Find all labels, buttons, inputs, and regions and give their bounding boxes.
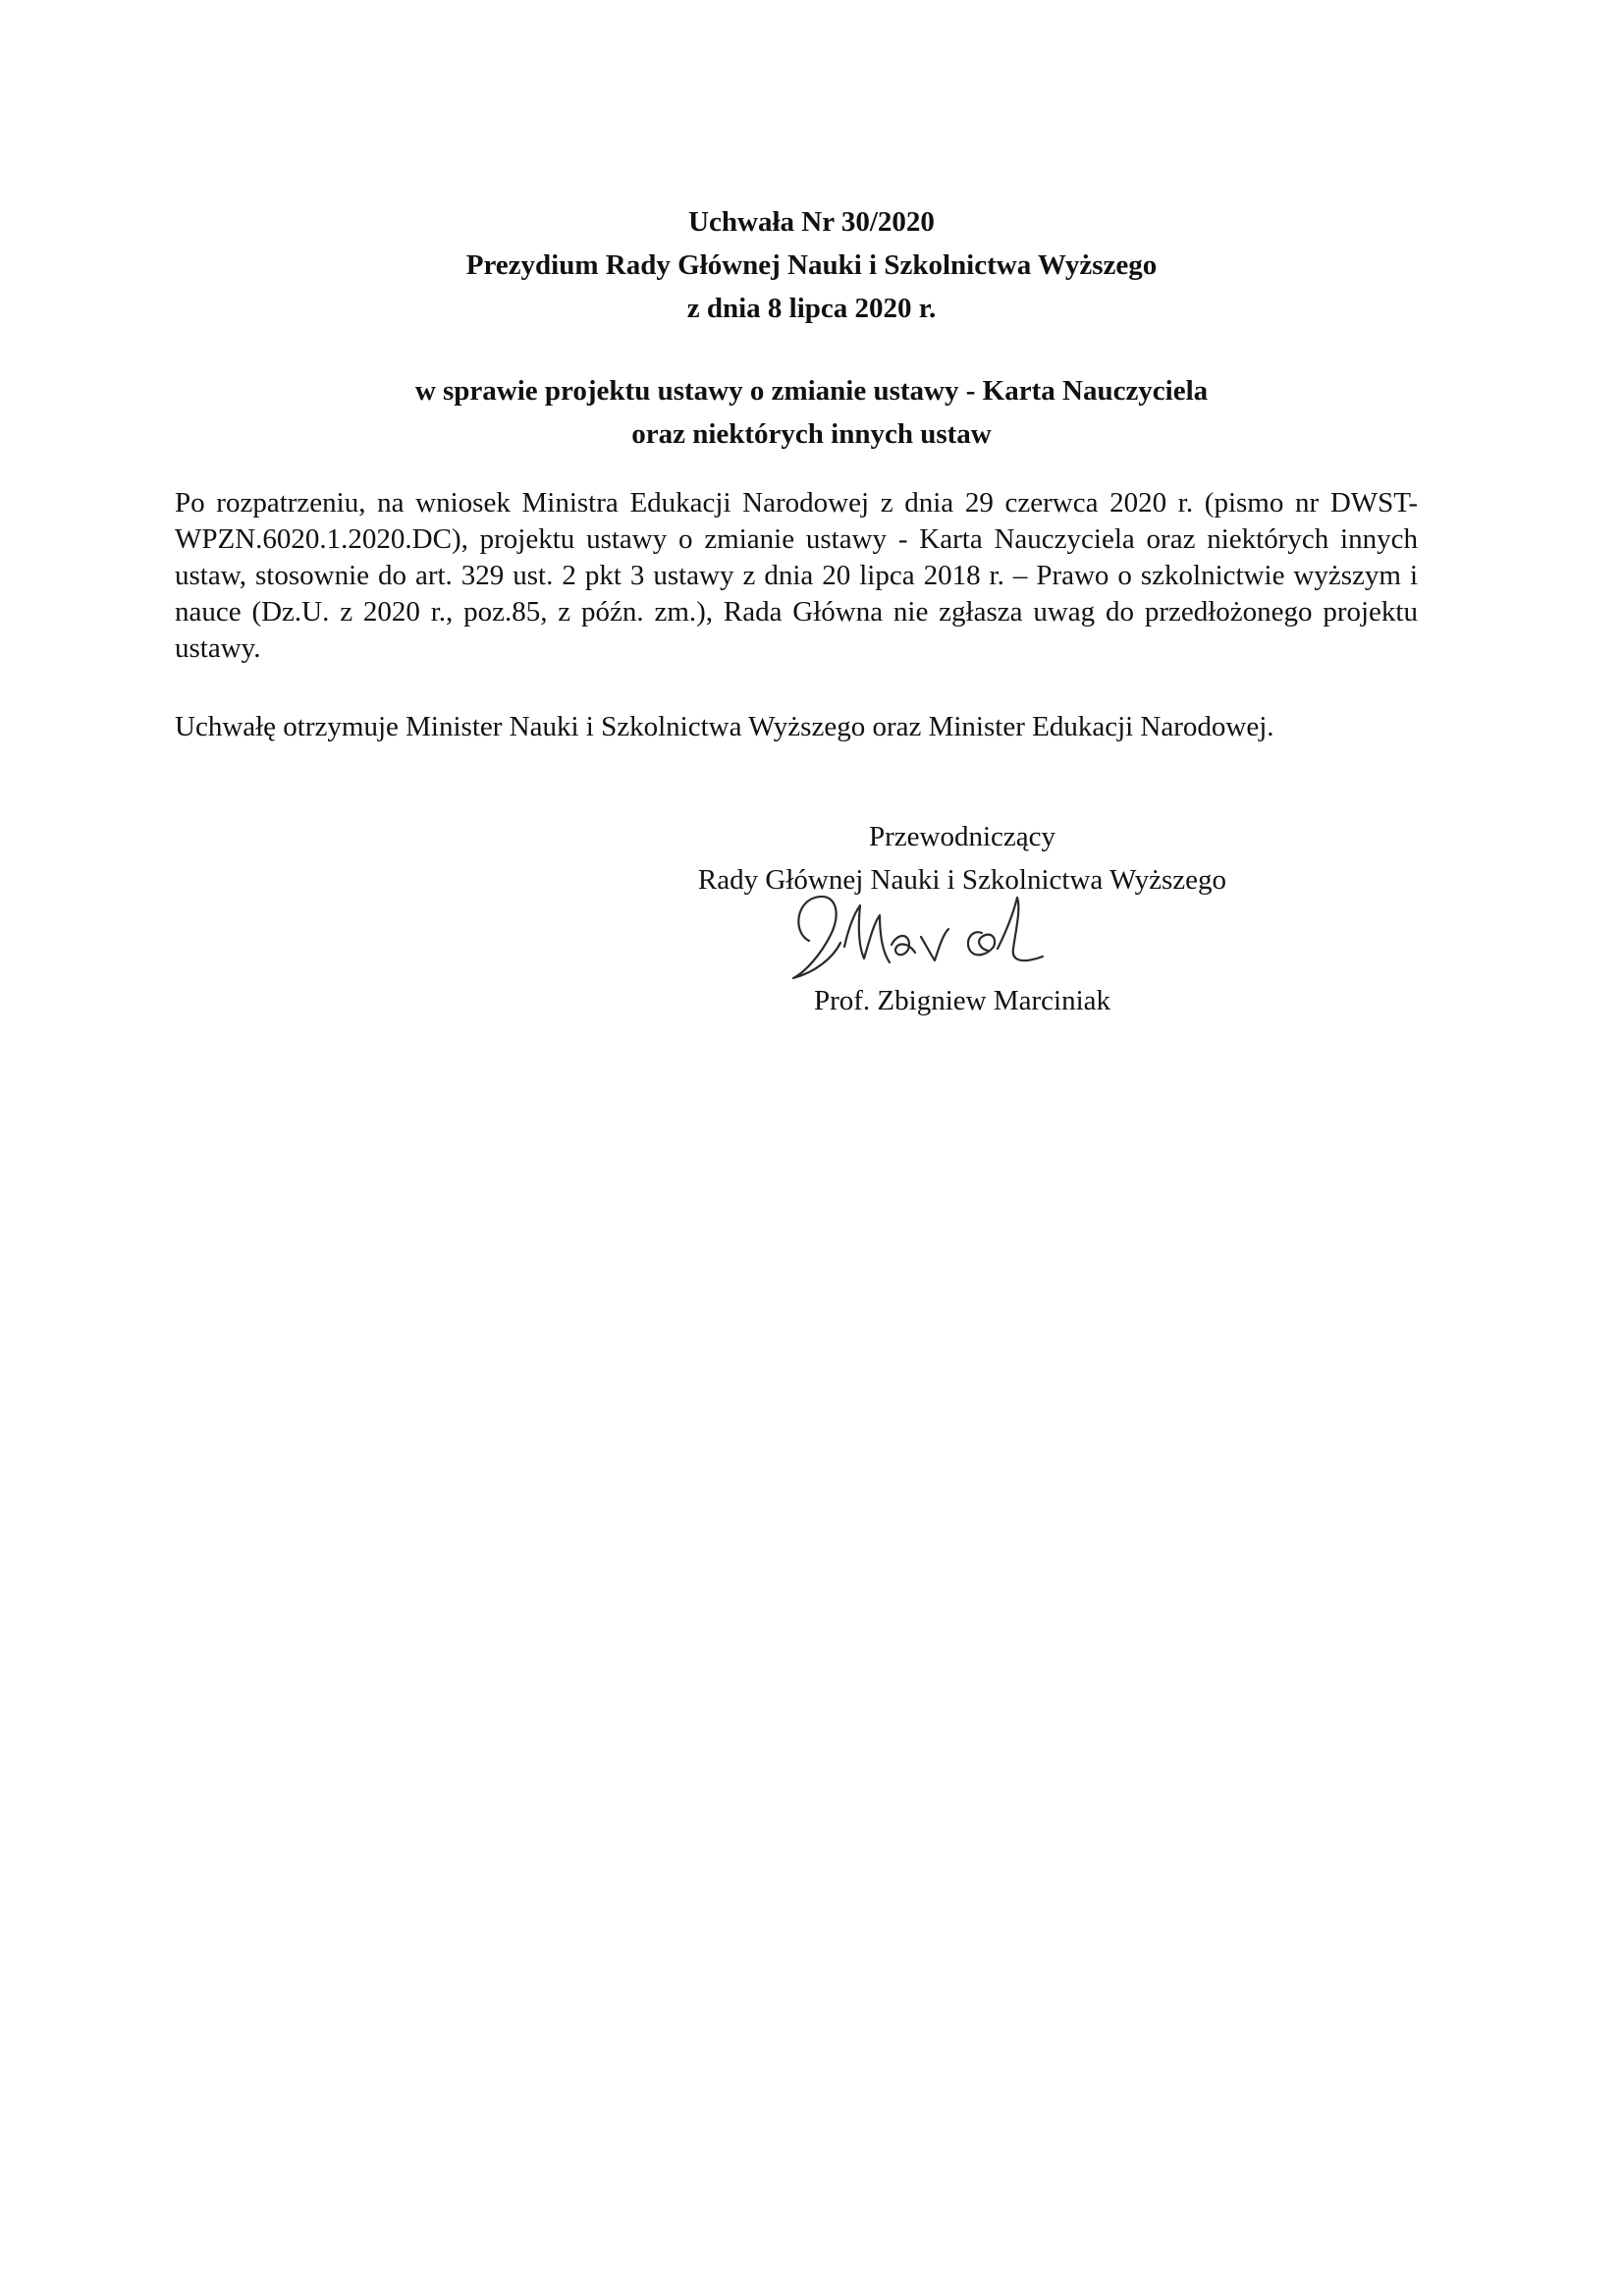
resolution-number: Uchwała Nr 30/2020 [688,206,935,238]
signatory-name: Prof. Zbigniew Marciniak [813,985,1110,1016]
signatory-role-line-1: Przewodniczący [868,821,1055,852]
handwritten-signature [785,890,1139,988]
resolution-subject [0,369,1623,456]
signatory-role-line-2: Rady Głównej Nauki i Szkolnictwa Wyższego [697,864,1227,896]
resolution-issuer: Prezydium Rady Głównej Nauki i Szkolnictwa Wyższego [465,249,1158,281]
subject-line-2: oraz niektórych innych ustaw [631,418,992,450]
body-paragraph-1: Po rozpatrzeniu, na wniosek Ministra Edukacji Narodowej z dnia 29 czerwca 2020 r. (pismo nr DWST-WPZN.6020.1.2020.DC), projektu ustawy o zmianie ustawy - Karta Nauczyciela oraz niektórych innych ustaw, stosownie do art. 329 ust. 2 pkt 3 ustawy z dnia 20 lipca 2018 r. – Prawo o szkolnictwie wyższym i nauce (Dz.U. z 2020 r., poz.85, z późn. zm.), Rada Główna nie zgłasza uwag do przedłożonego projektu ustawy. [175,487,1418,664]
signatory-role [589,815,1335,902]
body-paragraph-2: Uchwałę otrzymuje Minister Nauki i Szkolnictwa Wyższego oraz Minister Edukacji Narodowej. [175,711,1274,742]
resolution-date: z dnia 8 lipca 2020 r. [686,293,937,324]
subject-line-1: w sprawie projektu ustawy o zmianie ustawy - Karta Nauczyciela [414,375,1209,407]
resolution-header [0,200,1623,330]
